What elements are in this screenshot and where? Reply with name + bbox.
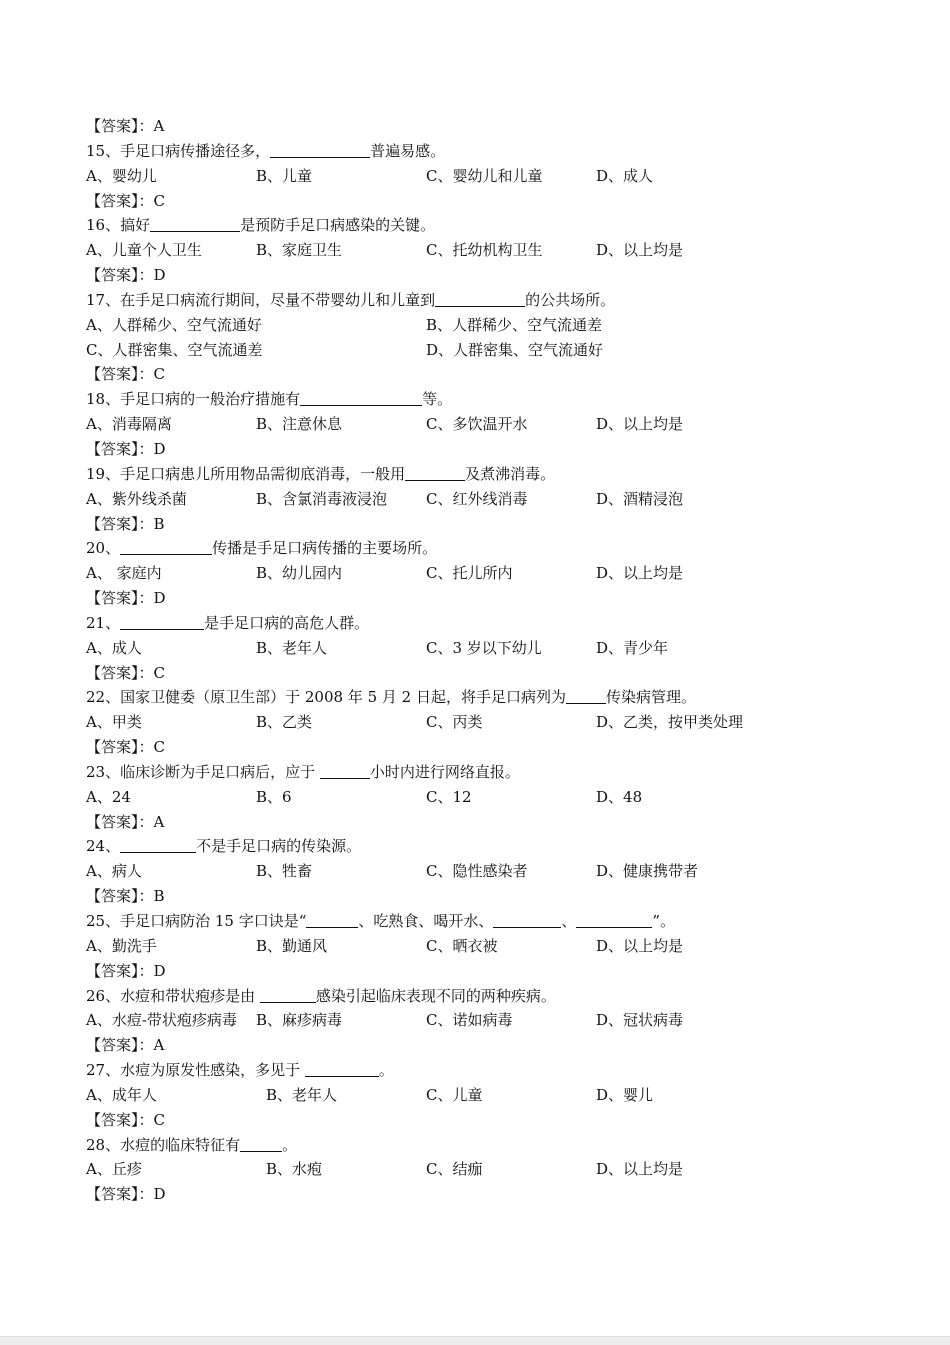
options-row <box>86 934 886 959</box>
question-stem-end: 感染引起临床表现不同的两种疾病。 <box>315 986 556 1005</box>
option-a: A、消毒隔离 <box>86 415 172 434</box>
question-text <box>86 760 886 785</box>
answer-line: 【答案】：B <box>86 514 165 533</box>
answer-blank <box>240 1135 282 1152</box>
option-a: A、甲类 <box>86 713 142 732</box>
option-item: D、人群密集、空气流通好 <box>426 340 604 359</box>
option-d: D、健康携带者 <box>596 862 699 881</box>
question-stem: 17、在手足口病流行期间，尽量不带婴幼儿和儿童到 <box>86 290 436 309</box>
question-text <box>86 611 886 636</box>
answer-line: 【答案】：D <box>86 439 166 458</box>
options-row <box>86 412 886 437</box>
answer-blank <box>305 1060 379 1077</box>
question-stem-end: 传播是手足口病传播的主要场所。 <box>212 539 438 558</box>
question-text <box>86 909 886 934</box>
answer-line: 【答案】：A <box>86 1036 165 1055</box>
option-c: C、婴幼儿和儿童 <box>426 166 543 185</box>
answer-blank <box>405 464 465 481</box>
option-item: C、人群密集、空气流通差 <box>86 340 263 359</box>
option-c: C、儿童 <box>426 1085 483 1104</box>
options-row <box>86 1083 886 1108</box>
option-d: D、酒精浸泡 <box>596 489 684 508</box>
option-a: A、成年人 <box>86 1085 157 1104</box>
question-text <box>86 685 886 710</box>
answer-line: 【答案】：D <box>86 961 166 980</box>
option-b: B、老年人 <box>256 638 328 657</box>
question-text <box>86 288 886 313</box>
answer-line: 【答案】：D <box>86 1185 166 1204</box>
option-d: D、婴儿 <box>596 1085 654 1104</box>
option-c: C、晒衣被 <box>426 936 498 955</box>
option-c: C、3 岁以下幼儿 <box>426 638 542 657</box>
options-row <box>86 636 886 661</box>
option-a: A、婴幼儿 <box>86 166 157 185</box>
question-text <box>86 139 886 164</box>
options-row <box>86 785 886 810</box>
question-stem-end: 是预防手足口病感染的关键。 <box>240 216 436 235</box>
question-list <box>86 114 886 1207</box>
option-a: A、儿童个人卫生 <box>86 241 202 260</box>
question-stem-end: 小时内进行网络直报。 <box>369 762 520 781</box>
option-b: B、含氯消毒液浸泡 <box>256 489 388 508</box>
options-row <box>86 1008 886 1033</box>
option-b: B、乙类 <box>256 713 313 732</box>
question-stem-end: 。 <box>282 1135 298 1154</box>
answer-line: 【答案】：D <box>86 266 166 285</box>
answer-blank <box>120 836 196 853</box>
answer-line: 【答案】：A <box>86 812 165 831</box>
question-stem: 16、搞好 <box>86 216 151 235</box>
options-row <box>86 238 886 263</box>
answer-blank <box>435 290 525 307</box>
option-b: B、注意休息 <box>256 415 343 434</box>
option-c: C、丙类 <box>426 713 483 732</box>
options-row <box>86 164 886 189</box>
options-row <box>86 710 886 735</box>
option-a: A、水痘-带状疱疹病毒 <box>86 1011 237 1030</box>
answer-line: 【答案】：C <box>86 1110 165 1129</box>
question-stem-end: 及煮沸消毒。 <box>465 464 556 483</box>
option-a: A、成人 <box>86 638 142 657</box>
option-a: A、 家庭内 <box>86 564 162 583</box>
question-stem: 19、手足口病患儿所用物品需彻底消毒，一般用 <box>86 464 406 483</box>
question-stem: 22、国家卫健委（原卫生部）于 2008 年 5 月 2 日起，将手足口病列为 <box>86 688 566 707</box>
option-b: B、勤通风 <box>256 936 328 955</box>
options-row <box>86 338 886 363</box>
option-b: B、儿童 <box>256 166 313 185</box>
answer-line: 【答案】：C <box>86 365 165 384</box>
question-text <box>86 213 886 238</box>
answer-line: 【答案】：A <box>86 117 165 135</box>
option-d: D、乙类，按甲类处理 <box>596 713 744 732</box>
answer-blank <box>493 911 561 928</box>
question-stem-end: ”。 <box>652 912 676 930</box>
question-stem: 15、手足口病传播途径多， <box>86 141 271 160</box>
question-stem: 18、手足口病的一般治疗措施有 <box>86 390 301 409</box>
answer-blank <box>320 762 370 779</box>
answer-blank <box>270 141 370 158</box>
option-d: D、冠状病毒 <box>596 1011 684 1030</box>
option-c: C、结痂 <box>426 1160 483 1179</box>
question-stem-end: 普遍易感。 <box>370 141 446 160</box>
option-a: A、病人 <box>86 862 142 881</box>
answer-blank <box>150 215 240 232</box>
option-b: B、牲畜 <box>256 862 313 881</box>
question-text <box>86 462 886 487</box>
options-row <box>86 859 886 884</box>
question-stem-mid: 、吃熟食、喝开水、 <box>358 912 494 930</box>
answer-line: 【答案】：C <box>86 191 165 210</box>
option-item: A、人群稀少、空气流通好 <box>86 315 262 334</box>
option-d: D、48 <box>596 787 643 806</box>
option-d: D、以上均是 <box>596 1160 684 1179</box>
question-stem-mid: 、 <box>561 912 577 930</box>
answer-blank <box>306 911 358 928</box>
question-text <box>86 1133 886 1158</box>
option-b: B、家庭卫生 <box>256 241 343 260</box>
options-row <box>86 313 886 338</box>
question-text <box>86 536 886 561</box>
options-row <box>86 1157 886 1182</box>
question-stem-end: 不是手足口病的传染源。 <box>196 837 362 856</box>
option-d: D、青少年 <box>596 638 669 657</box>
question-text <box>86 834 886 859</box>
answer-line: 【答案】：C <box>86 663 165 682</box>
question-stem: 23、临床诊断为手足口病后，应于 <box>86 762 320 781</box>
question-stem-end: 。 <box>378 1061 394 1080</box>
option-c: C、托儿所内 <box>426 564 513 583</box>
option-b: B、水疱 <box>266 1160 323 1179</box>
option-c: C、隐性感染者 <box>426 862 528 881</box>
question-stem-end: 是手足口病的高危人群。 <box>204 613 370 632</box>
option-b: B、麻疹病毒 <box>256 1011 343 1030</box>
option-d: D、以上均是 <box>596 936 684 955</box>
question-stem: 26、水痘和带状疱疹是由 <box>86 986 260 1005</box>
option-a: A、丘疹 <box>86 1160 142 1179</box>
answer-blank <box>120 613 204 630</box>
option-c: C、多饮温开水 <box>426 415 528 434</box>
option-d: D、以上均是 <box>596 415 684 434</box>
question-stem: 28、水痘的临床特征有 <box>86 1135 241 1154</box>
option-d: D、以上均是 <box>596 564 684 583</box>
answer-blank <box>566 687 606 704</box>
option-a: A、24 <box>86 787 131 806</box>
option-d: D、以上均是 <box>596 241 684 260</box>
question-stem: 21、 <box>86 613 121 632</box>
answer-blank <box>300 389 422 406</box>
answer-blank <box>260 986 316 1003</box>
option-b: B、老年人 <box>266 1085 338 1104</box>
question-stem-end: 的公共场所。 <box>525 290 616 309</box>
option-b: B、6 <box>256 787 292 806</box>
option-c: C、红外线消毒 <box>426 489 528 508</box>
option-a: A、紫外线杀菌 <box>86 489 187 508</box>
option-d: D、成人 <box>596 166 654 185</box>
question-stem-end: 等。 <box>422 390 453 409</box>
option-item: B、人群稀少、空气流通差 <box>426 315 603 334</box>
question-stem: 24、 <box>86 837 121 856</box>
option-c: C、托幼机构卫生 <box>426 241 543 260</box>
answer-line: 【答案】：D <box>86 589 166 608</box>
question-stem: 27、水痘为原发性感染，多见于 <box>86 1061 305 1080</box>
answer-line: 【答案】：B <box>86 887 165 906</box>
option-b: B、幼儿园内 <box>256 564 343 583</box>
option-a: A、勤洗手 <box>86 936 157 955</box>
answer-blank <box>120 538 212 555</box>
question-stem: 20、 <box>86 539 121 558</box>
option-c: C、诺如病毒 <box>426 1011 513 1030</box>
answer-blank <box>576 911 652 928</box>
question-text <box>86 984 886 1009</box>
answer-line: 【答案】：C <box>86 738 165 757</box>
question-text <box>86 387 886 412</box>
options-row <box>86 487 886 512</box>
option-c: C、12 <box>426 787 472 806</box>
question-stem: 25、手足口病防治 15 字口诀是“ <box>86 912 307 930</box>
question-text <box>86 1058 886 1083</box>
question-stem-end: 传染病管理。 <box>605 688 696 707</box>
options-row <box>86 561 886 586</box>
